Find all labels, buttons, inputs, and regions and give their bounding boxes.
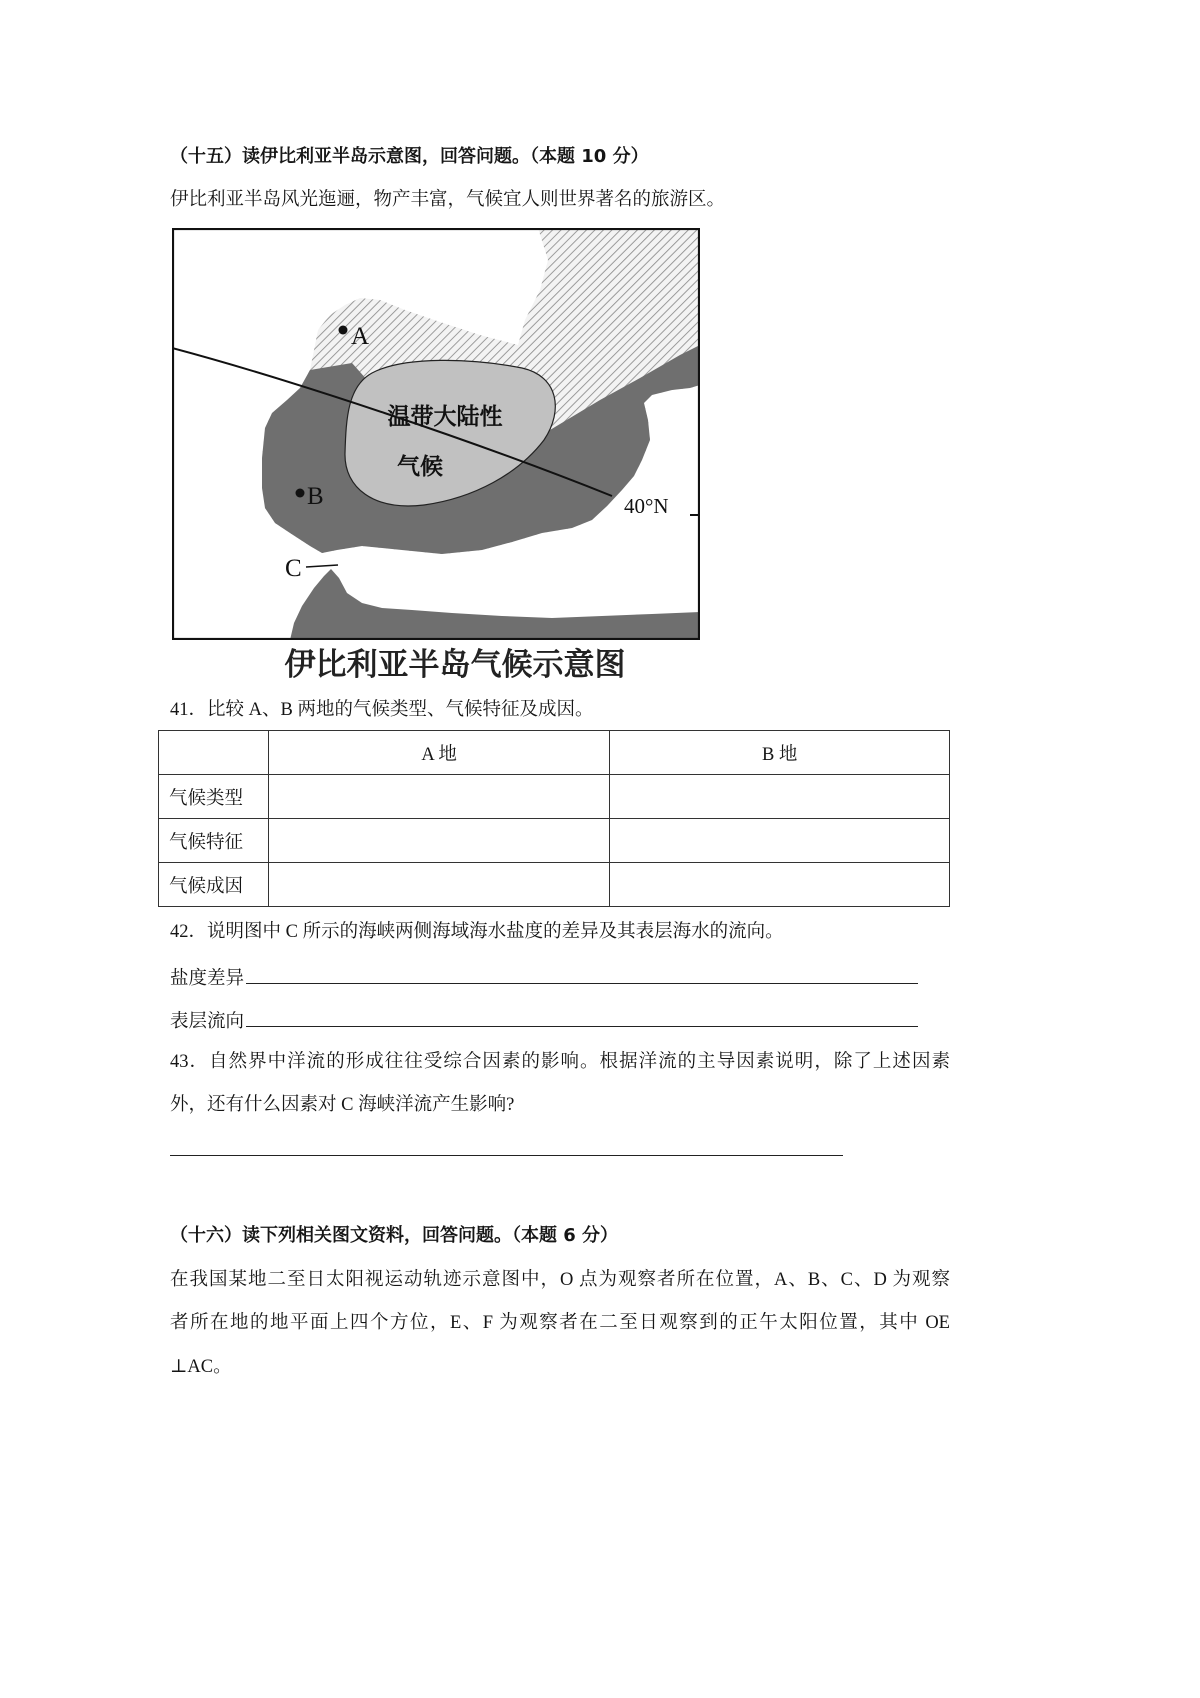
column-header-a: A 地	[268, 731, 610, 775]
answer-cell-a-climate-causes	[268, 863, 610, 907]
iberia-climate-map	[172, 228, 700, 640]
section-15-heading: （十五）读伊比利亚半岛示意图，回答问题。（本题 10 分）	[170, 146, 649, 167]
answer-cell-a-climate-type	[268, 775, 610, 819]
point-b-label: B	[307, 483, 324, 510]
answer-cell-b-climate-type	[610, 775, 950, 819]
salinity-difference-blank	[170, 964, 918, 991]
question-43-line-2: 外，还有什么因素对 C 海峡洋流产生影响?	[170, 1095, 515, 1115]
point-a-label: A	[351, 323, 370, 350]
point-b-dot	[296, 489, 305, 498]
strait-c-label: C	[285, 555, 302, 582]
row-label-climate-causes: 气候成因	[159, 863, 269, 907]
section-16-paragraph-line-3: ⊥AC。	[170, 1357, 232, 1377]
answer-underline	[246, 1007, 918, 1027]
table-corner-cell	[159, 731, 269, 775]
map-caption: 伊比利亚半岛气候示意图	[284, 647, 626, 683]
table-row	[159, 775, 950, 819]
table-header-row	[159, 731, 950, 775]
comparison-table	[158, 730, 950, 907]
latitude-label: 40°N	[624, 494, 669, 518]
answer-underline	[246, 964, 918, 984]
section-15-intro: 伊比利亚半岛风光迤逦，物产丰富，气候宜人则世界著名的旅游区。	[170, 190, 726, 210]
blank-label: 盐度差异	[170, 969, 245, 989]
question-41: 41．比较 A、B 两地的气候类型、气候特征及成因。	[170, 700, 594, 720]
question-43-line-1: 43．自然界中洋流的形成往往受综合因素的影响。根据洋流的主导因素说明，除了上述因素	[170, 1052, 950, 1072]
answer-cell-a-climate-features	[268, 819, 610, 863]
table-row	[159, 819, 950, 863]
question-43-answer-line	[170, 1155, 843, 1156]
zone-label-line1: 温带大陆性	[387, 404, 503, 430]
section-16-heading: （十六）读下列相关图文资料，回答问题。（本题 6 分）	[170, 1225, 619, 1246]
answer-cell-b-climate-causes	[610, 863, 950, 907]
section-16-paragraph-line-1: 在我国某地二至日太阳视运动轨迹示意图中，O 点为观察者所在位置，A、B、C、D 为观察	[170, 1270, 950, 1290]
section-16-paragraph-line-2: 者所在地的地平面上四个方位，E、F 为观察者在二至日观察到的正午太阳位置，其中 OE	[170, 1313, 950, 1333]
point-a-dot	[339, 326, 348, 335]
table-row	[159, 863, 950, 907]
zone-label-line2: 气候	[397, 454, 443, 480]
question-42: 42．说明图中 C 所示的海峡两侧海域海水盐度的差异及其表层海水的流向。	[170, 922, 784, 942]
row-label-climate-features: 气候特征	[159, 819, 269, 863]
answer-cell-b-climate-features	[610, 819, 950, 863]
blank-label: 表层流向	[170, 1012, 245, 1032]
surface-flow-blank	[170, 1007, 918, 1034]
row-label-climate-type: 气候类型	[159, 775, 269, 819]
column-header-b: B 地	[610, 731, 950, 775]
